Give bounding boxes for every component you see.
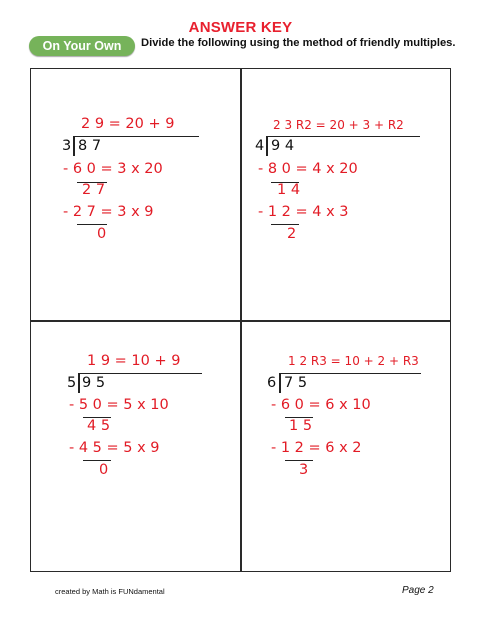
subtract-step-2: - 1 2 = 6 x 2 xyxy=(271,440,362,456)
remainder-1: 4 5 xyxy=(87,418,111,434)
answer-key-title: ANSWER KEY xyxy=(188,19,293,36)
subtract-step-1: - 6 0 = 3 x 20 xyxy=(63,161,163,177)
remainder-2: 2 xyxy=(287,226,297,242)
divisor: 4 xyxy=(255,138,265,154)
quotient-line: 2 9 = 20 + 9 xyxy=(81,116,175,132)
instructions-text: Divide the following using the method of friendly multiples. xyxy=(141,37,456,49)
dividend: 7 5 xyxy=(284,375,308,391)
page-number: Page 2 xyxy=(402,585,434,596)
division-bracket xyxy=(78,373,80,393)
remainder-1: 2 7 xyxy=(82,182,106,198)
subtract-step-2: - 4 5 = 5 x 9 xyxy=(69,440,160,456)
dividend: 8 7 xyxy=(78,138,102,154)
quotient-line: 1 2 R3 = 10 + 2 + R3 xyxy=(288,354,419,368)
division-bracket xyxy=(73,136,75,156)
dividend: 9 4 xyxy=(271,138,295,154)
remainder-1: 1 5 xyxy=(289,418,313,434)
quotient-line: 2 3 R2 = 20 + 3 + R2 xyxy=(273,118,404,132)
remainder-2: 3 xyxy=(299,462,309,478)
problem-grid xyxy=(30,68,451,572)
divisor: 5 xyxy=(67,375,77,391)
remainder-2: 0 xyxy=(97,226,107,242)
subtract-step-2: - 2 7 = 3 x 9 xyxy=(63,204,154,220)
subtract-step-2: - 1 2 = 4 x 3 xyxy=(258,204,349,220)
divisor: 6 xyxy=(267,375,277,391)
divisor: 3 xyxy=(62,138,72,154)
subtract-step-1: - 8 0 = 4 x 20 xyxy=(258,161,358,177)
on-your-own-badge: On Your Own xyxy=(29,36,135,56)
grid-divider-horizontal xyxy=(31,320,450,322)
remainder-2: 0 xyxy=(99,462,109,478)
division-bracket xyxy=(266,136,268,156)
quotient-line: 1 9 = 10 + 9 xyxy=(87,353,181,369)
division-bracket xyxy=(279,373,281,393)
remainder-1: 1 4 xyxy=(277,182,301,198)
footer-credit: created by Math is FUNdamental xyxy=(55,587,165,596)
subtract-step-1: - 6 0 = 6 x 10 xyxy=(271,397,371,413)
dividend: 9 5 xyxy=(82,375,106,391)
subtract-step-1: - 5 0 = 5 x 10 xyxy=(69,397,169,413)
